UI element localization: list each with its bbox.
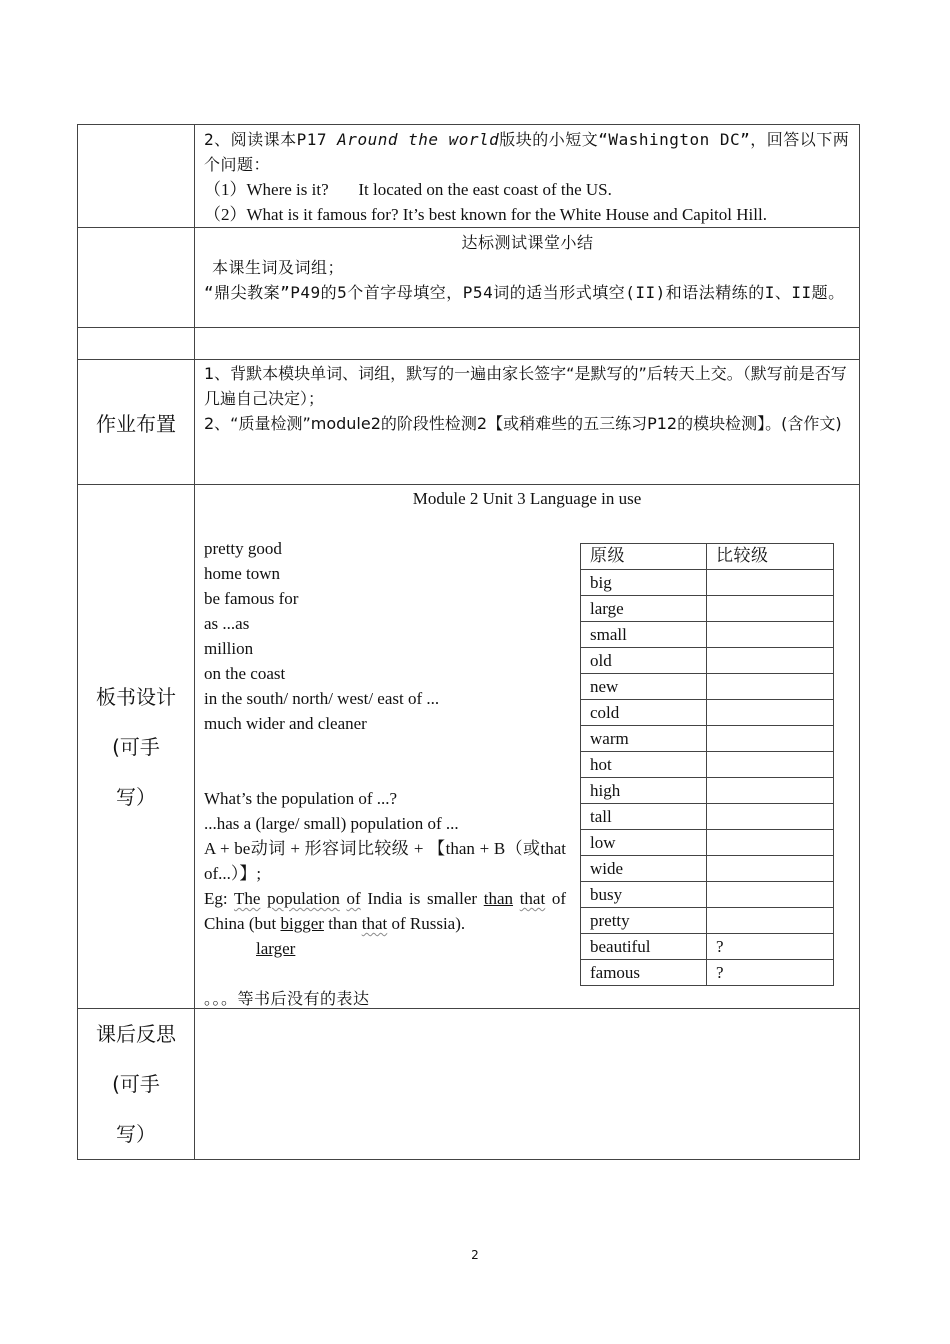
question-1: （1）Where is it? It located on the east coast of the US. <box>204 180 612 199</box>
comparative-table-row <box>581 674 834 700</box>
comparative-table-row <box>581 622 834 648</box>
comparative-form-cell <box>707 674 834 700</box>
comparative-table-row <box>581 752 834 778</box>
phrase-item: much wider and cleaner <box>204 714 367 733</box>
empty-label-cell <box>78 328 195 360</box>
homework-row <box>78 360 860 485</box>
example-sentence <box>204 886 566 936</box>
base-form-cell: famous <box>581 960 707 986</box>
reflection-label-cell <box>78 1009 195 1160</box>
base-form-cell: low <box>581 830 707 856</box>
reflection-label: 课后反思 <box>96 1022 176 1046</box>
board-design-label: 板书设计 <box>96 684 176 709</box>
comparative-table-row <box>581 804 834 830</box>
comparative-form-cell <box>707 726 834 752</box>
comparative-form-cell <box>707 622 834 648</box>
comparative-form-cell <box>707 908 834 934</box>
base-form-cell: high <box>581 778 707 804</box>
board-design-note-end: 写） <box>116 784 156 809</box>
comparative-form-cell <box>707 700 834 726</box>
board-design-note: (可手 <box>112 734 160 759</box>
comparative-form-cell <box>707 804 834 830</box>
reading-task-suffix: 版块的小短文“Washington DC”，回答以下两个问题： <box>204 130 850 174</box>
phrase-item: as ...as <box>204 614 250 633</box>
board-etc-note: 。。。等书后没有的表达 <box>204 989 370 1008</box>
phrase-list <box>204 536 566 736</box>
board-design-cell <box>195 485 860 1009</box>
population-pattern: ...has a (large/ small) population of ... <box>204 814 459 833</box>
board-title: Module 2 Unit 3 Language in use <box>412 489 642 508</box>
header-base-form: 原级 <box>581 544 707 570</box>
comparative-table-header <box>581 544 834 570</box>
lesson-plan-table <box>77 124 860 1160</box>
comparative-table-row <box>581 778 834 804</box>
comparative-table-row <box>581 648 834 674</box>
reading-task-row <box>78 125 860 228</box>
base-form-cell: old <box>581 648 707 674</box>
comparative-table <box>580 543 834 986</box>
comparative-form-cell: ? <box>707 934 834 960</box>
board-notes <box>204 536 566 1011</box>
comparative-form-cell <box>707 752 834 778</box>
phrase-item: million <box>204 639 254 658</box>
comparative-form-cell <box>707 778 834 804</box>
phrase-item: pretty good <box>204 539 282 558</box>
summary-row <box>78 228 860 328</box>
homework-line-2: 2、“质量检测”module2的阶段性检测2【或稍难些的五三练习P12的模块检测】。(含作文) <box>204 414 842 433</box>
empty-row <box>78 328 860 360</box>
summary-heading: 达标测试课堂小结 <box>461 233 594 252</box>
example-prefix: Eg: <box>204 889 234 908</box>
board-design-label-cell <box>78 485 195 1009</box>
phrase-item: in the south/ north/ west/ east of ... <box>204 689 440 708</box>
example-word: that <box>361 914 388 933</box>
comparative-form-cell: ? <box>707 960 834 986</box>
reading-task-cell <box>195 125 860 228</box>
comparative-table-row <box>581 908 834 934</box>
base-form-cell: beautiful <box>581 934 707 960</box>
summary-cell <box>195 228 860 328</box>
reflection-row <box>78 1009 860 1160</box>
comparative-form-cell <box>707 882 834 908</box>
example-underlined-word: than <box>483 889 514 908</box>
comparative-table-row <box>581 700 834 726</box>
example-word: The <box>233 889 261 908</box>
comparative-table-row <box>581 882 834 908</box>
example-word: that <box>519 889 546 908</box>
summary-line-2: “鼎尖教案”P49的5个首字母填空，P54词的适当形式填空(II)和语法精练的I、II题。 <box>204 283 845 302</box>
example-text: of China (but <box>204 889 567 933</box>
summary-line-1: 本课生词及词组； <box>212 258 345 277</box>
comparative-formula: A + be动词 + 形容词比较级 + 【than + B（或that of...）】; <box>204 839 566 883</box>
reading-task-question <box>204 127 851 177</box>
base-form-cell: big <box>581 570 707 596</box>
base-form-cell: hot <box>581 752 707 778</box>
phrase-item: home town <box>204 564 281 583</box>
reflection-note: (可手 <box>112 1072 160 1096</box>
phrase-item: be famous for <box>204 589 299 608</box>
comparative-form-cell <box>707 830 834 856</box>
reading-task-section-title: Around the world <box>337 130 500 149</box>
comparative-form-cell <box>707 570 834 596</box>
base-form-cell: cold <box>581 700 707 726</box>
page-number: 2 <box>471 1248 479 1262</box>
example-word: population <box>267 889 340 908</box>
population-question: What’s the population of ...? <box>204 789 398 808</box>
homework-label: 作业布置 <box>78 360 195 485</box>
base-form-cell: wide <box>581 856 707 882</box>
example-word: of <box>346 889 361 908</box>
comparative-form-cell <box>707 856 834 882</box>
comparative-table-row <box>581 570 834 596</box>
example-text: than <box>328 914 358 933</box>
example-text: India is smaller <box>367 889 478 908</box>
summary-label-cell <box>78 228 195 328</box>
comparative-table-row <box>581 596 834 622</box>
board-design-row <box>78 485 860 1009</box>
example-underlined-word: bigger <box>280 914 324 933</box>
reading-task-label-cell <box>78 125 195 228</box>
comparative-table-row <box>581 726 834 752</box>
comparative-table-row <box>581 934 834 960</box>
phrase-item: on the coast <box>204 664 286 683</box>
example-correction: larger <box>256 939 296 958</box>
base-form-cell: warm <box>581 726 707 752</box>
base-form-cell: tall <box>581 804 707 830</box>
comparative-form-cell <box>707 648 834 674</box>
base-form-cell: busy <box>581 882 707 908</box>
comparative-table-row <box>581 960 834 986</box>
reflection-note-end: 写） <box>116 1122 156 1146</box>
empty-cell <box>195 328 860 360</box>
base-form-cell: large <box>581 596 707 622</box>
base-form-cell: small <box>581 622 707 648</box>
comparative-table-row <box>581 856 834 882</box>
question-2: （2）What is it famous for? It’s best known for the White House and Capitol Hill. <box>204 205 767 224</box>
homework-line-1: 1、背默本模块单词、词组，默写的一遍由家长签字“是默写的”后转天上交。（默写前是否写几遍自己决定）； <box>204 364 847 408</box>
comparative-table-row <box>581 830 834 856</box>
homework-cell <box>195 360 860 485</box>
base-form-cell: new <box>581 674 707 700</box>
reading-task-prefix: 2、阅读课本P17 <box>204 130 338 149</box>
reflection-cell <box>195 1009 860 1160</box>
example-text: of Russia). <box>391 914 466 933</box>
header-comparative-form: 比较级 <box>707 544 834 570</box>
comparative-form-cell <box>707 596 834 622</box>
base-form-cell: pretty <box>581 908 707 934</box>
